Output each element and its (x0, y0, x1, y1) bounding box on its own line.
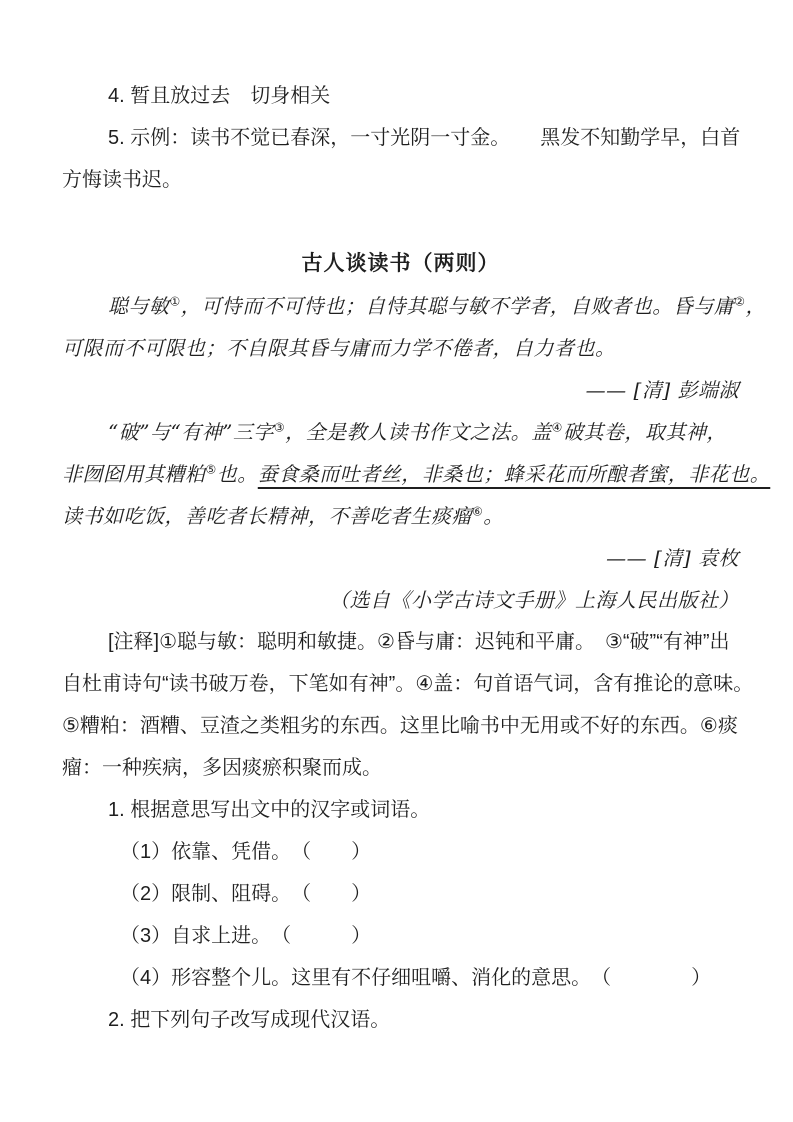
footnote-marker: ② (734, 294, 746, 309)
text-segment: 方悔读书迟。 (62, 169, 182, 191)
text-segment: 可限而不可限也；不自限其昏与庸而力学不倦者，自力者也。 (62, 336, 616, 360)
passage2-line1 (62, 411, 739, 453)
attribution-peng (62, 369, 739, 411)
text-segment: 5. 示例：读书不觉已春深，一寸光阴一寸金。 黑发不知勤学早，白首 (108, 127, 741, 149)
text-segment: 古人谈读书（两则） (301, 252, 500, 275)
text-segment: [注释]①聪与敏：聪明和敏捷。②昏与庸：迟钝和平庸。 ③“破”“有神”出 (108, 631, 730, 653)
blank-line (62, 201, 739, 243)
passage1-line1 (62, 285, 767, 327)
text-segment: 也。 (216, 462, 258, 486)
question-2 (62, 999, 739, 1041)
question-1-item-4 (62, 957, 739, 999)
text-segment: 读书如吃饭，善吃者长精神，不善吃者生痰瘤 (62, 504, 472, 528)
text-segment: 破其卷，取其神， (562, 420, 727, 444)
text-segment: （2）限制、阻碍。 （ ） (120, 883, 372, 905)
footnote-marker: ④ (551, 420, 563, 435)
text-segment: —— [清] 袁枚 (606, 546, 739, 570)
text-segment: 瘤：一种疾病，多因痰瘀积聚而成。 (62, 757, 382, 779)
footnote-marker: ⑤ (205, 462, 217, 477)
question-1-item-1 (62, 831, 739, 873)
source-line (62, 579, 739, 621)
text-segment: 自杜甫诗句“读书破万卷，下笔如有神”。④盖：句首语气词，含有推论的意味。 (62, 673, 754, 695)
text-segment: ，全是教人读书作文之法。盖 (285, 420, 552, 444)
text-segment: 。 (483, 504, 504, 528)
footnote-marker: ① (169, 294, 181, 309)
passage2-line2 (62, 453, 771, 495)
question-1 (62, 789, 739, 831)
answer-item-4 (62, 75, 739, 117)
footnote-marker: ③ (273, 420, 286, 435)
text-segment: （1）依靠、凭借。 （ ） (120, 841, 372, 863)
text-segment: （4）形容整个儿。这里有不仔细咀嚼、消化的意思。 （ ） (120, 967, 712, 989)
text-segment: “破”与“有神”三字 (108, 420, 274, 444)
text-segment: 非囫囵用其糟粕 (62, 462, 206, 486)
text-segment: （选自《小学古诗文手册》上海人民出版社） (329, 588, 739, 612)
text-segment: 聪与敏 (108, 294, 170, 318)
text-segment: 1. 根据意思写出文中的汉字或词语。 (108, 799, 431, 821)
note-line3 (62, 705, 739, 747)
text-segment: 蚕食桑而吐者丝，非桑也；蜂采花而所酿者蜜，非花也。 (257, 462, 771, 486)
footnote-marker: ⑥ (472, 504, 484, 519)
text-segment: ⑤糟粕：酒糟、豆渣之类粗劣的东西。这里比喻书中无用或不好的东西。⑥痰 (62, 715, 738, 737)
note-line1 (62, 621, 739, 663)
question-1-item-3 (62, 915, 739, 957)
note-line4 (62, 747, 739, 789)
passage1-line2 (62, 327, 739, 369)
worksheet-content (62, 75, 771, 1041)
text-segment: （3）自求上进。 （ ） (120, 925, 372, 947)
passage-title (62, 243, 739, 285)
passage2-line3 (62, 495, 739, 537)
question-1-item-2 (62, 873, 739, 915)
text-segment: 2. 把下列句子改写成现代汉语。 (108, 1009, 391, 1031)
answer-item-5-cont (62, 159, 739, 201)
answer-item-5 (62, 117, 739, 159)
text-segment: ， (745, 294, 767, 318)
note-line2 (62, 663, 754, 705)
attribution-yuan (62, 537, 739, 579)
text-segment: 4. 暂且放过去 切身相关 (108, 85, 331, 107)
text-segment: —— [清] 彭端淑 (585, 378, 739, 402)
text-segment: ，可恃而不可恃也；自恃其聪与敏不学者，自败者也。昏与庸 (180, 294, 735, 318)
